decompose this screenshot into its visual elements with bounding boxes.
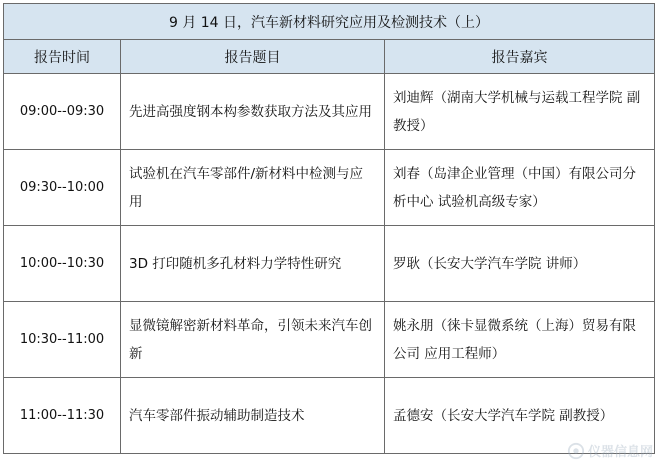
- time-cell: 09:30--10:00: [4, 150, 121, 226]
- table-row: [4, 150, 655, 226]
- time-cell: 10:00--10:30: [4, 226, 121, 302]
- time-cell: 10:30--11:00: [4, 302, 121, 378]
- title-row: [4, 4, 655, 40]
- table-row: [4, 226, 655, 302]
- topic-cell: 显微镜解密新材料革命，引领未来汽车创新: [121, 302, 385, 378]
- watermark-text: 仪器信息网: [587, 445, 653, 460]
- header-row: [4, 40, 655, 74]
- header-time: 报告时间: [4, 40, 121, 74]
- header-speaker: 报告嘉宾: [385, 40, 655, 74]
- time-cell: 09:00--09:30: [4, 74, 121, 150]
- topic-cell: 先进高强度钢本构参数获取方法及其应用: [121, 74, 385, 150]
- instrument-logo-icon: [567, 442, 585, 460]
- table-row: [4, 74, 655, 150]
- topic-cell: 试验机在汽车零部件/新材料中检测与应用: [121, 150, 385, 226]
- table-row: [4, 378, 655, 454]
- speaker-cell: 刘迪辉（湖南大学机械与运载工程学院 副教授）: [385, 74, 655, 150]
- schedule-table: [3, 3, 655, 454]
- topic-cell: 3D 打印随机多孔材料力学特性研究: [121, 226, 385, 302]
- session-title: 9 月 14 日，汽车新材料研究应用及检测技术（上）: [4, 4, 655, 40]
- table-row: [4, 302, 655, 378]
- time-cell: 11:00--11:30: [4, 378, 121, 454]
- topic-cell: 汽车零部件振动辅助制造技术: [121, 378, 385, 454]
- speaker-cell: 孟德安（长安大学汽车学院 副教授）: [385, 378, 655, 454]
- speaker-cell: 刘春（岛津企业管理（中国）有限公司分析中心 试验机高级专家）: [385, 150, 655, 226]
- speaker-cell: 姚永朋（徕卡显微系统（上海）贸易有限公司 应用工程师）: [385, 302, 655, 378]
- header-topic: 报告题目: [121, 40, 385, 74]
- watermark: [567, 441, 653, 460]
- speaker-cell: 罗耿（长安大学汽车学院 讲师）: [385, 226, 655, 302]
